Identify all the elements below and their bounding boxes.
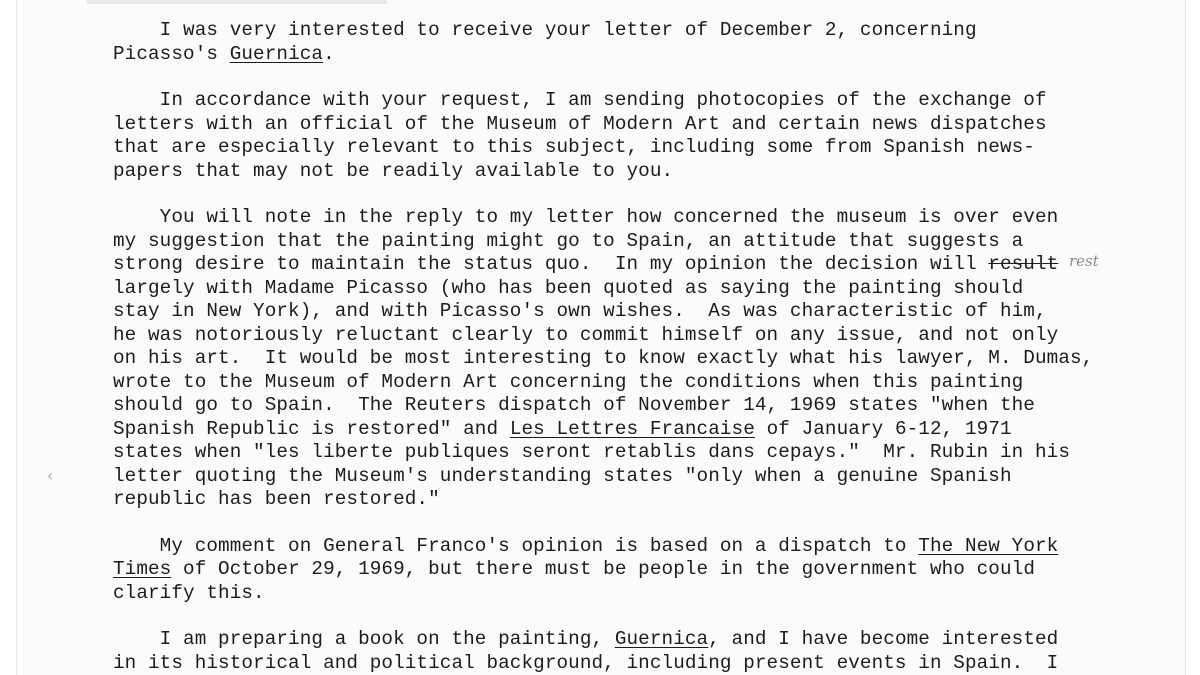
text-segment: letter quoting the Museum's understanding states "only when a genuine Spanish: [113, 464, 1012, 487]
text-segment: my suggestion that the painting might go to Spain, an attitude that suggests a: [113, 229, 1024, 252]
paragraph-4: [113, 535, 1113, 606]
text-segment: My comment on General Franco's opinion is based on a dispatch to: [113, 534, 919, 557]
text-segment: of October 29, 1969, but there must be people in the government who could: [171, 558, 1035, 580]
text-segment: You will note in the reply to my letter how concerned the museum is over even: [113, 206, 1059, 228]
letter-body: [113, 19, 1113, 675]
text-line: [113, 394, 1113, 418]
text-line: [113, 558, 1113, 582]
text-line: [113, 206, 1113, 230]
text-segment: , and I have become interested: [708, 628, 1059, 650]
text-line: [113, 253, 1113, 277]
text-line: [113, 628, 1113, 652]
paragraph-2: [113, 89, 1113, 183]
text-line: [113, 324, 1113, 348]
text-segment: Spanish Republic is restored" and: [113, 417, 510, 440]
paragraph-1: [113, 19, 1113, 66]
text-line: [113, 160, 1113, 184]
text-segment: of January 6-12, 1971: [754, 417, 1012, 440]
handwritten-margin-note: rest: [1069, 252, 1099, 270]
underlined-title: Times: [113, 558, 172, 580]
text-line: [113, 43, 1113, 67]
text-segment: I was very interested to receive your letter of December 2, concerning: [113, 19, 977, 41]
text-segment: in its historical and political background, including present events in Spain. I: [113, 651, 1059, 674]
text-segment: I am preparing a book on the painting,: [113, 628, 615, 650]
scan-edge-strip: [87, 0, 387, 4]
text-line: [113, 277, 1113, 301]
text-line: [113, 113, 1113, 137]
underlined-title: Guernica: [229, 42, 324, 65]
text-line: [113, 347, 1113, 371]
text-segment: largely with Madame Picasso (who has been quoted as saying the painting should: [113, 276, 1024, 299]
text-segment: .: [323, 42, 335, 65]
text-segment: Picasso's: [113, 42, 230, 65]
text-segment: In accordance with your request, I am sending photocopies of the exchange of: [113, 89, 1047, 111]
text-segment: states when "les liberte publiques seront retablis dans cepays." Mr. Rubin in his: [113, 441, 1070, 463]
underlined-title: The New York: [918, 534, 1059, 557]
paragraph-3: [113, 206, 1113, 512]
text-line: [113, 465, 1113, 489]
text-segment: letters with an official of the Museum of Modern Art and certain news dispatches: [113, 112, 1047, 135]
underlined-title: Les Lettres Francaise: [509, 417, 755, 440]
text-segment: papers that may not be readily available to you.: [113, 159, 674, 182]
struck-word: result: [988, 253, 1059, 275]
text-segment: on his art. It would be most interesting to know exactly what his lawyer, M. Dumas,: [113, 347, 1094, 369]
paragraph-5: [113, 628, 1113, 675]
text-segment: wrote to the Museum of Modern Art concerning the conditions when this painting: [113, 370, 1024, 393]
text-line: [113, 535, 1113, 559]
text-segment: republic has been restored.": [113, 488, 440, 510]
text-line: [113, 136, 1113, 160]
text-line: [113, 300, 1113, 324]
text-line: [113, 488, 1113, 512]
text-segment: clarify this.: [113, 581, 265, 604]
text-segment: that are especially relevant to this subject, including some from Spanish news-: [113, 136, 1035, 158]
margin-pencil-mark: ‹: [47, 466, 54, 485]
text-line: [113, 371, 1113, 395]
text-line: [113, 582, 1113, 606]
underlined-title: Guernica: [614, 628, 709, 650]
letter-page: [16, 0, 1186, 675]
text-line: [113, 441, 1113, 465]
text-line: [113, 230, 1113, 254]
text-segment: strong desire to maintain the status quo. In my opinion the decision will: [113, 253, 989, 275]
text-segment: stay in New York), and with Picasso's own wishes. As was characteristic of him,: [113, 300, 1047, 322]
text-line: [113, 89, 1113, 113]
text-line: [113, 19, 1113, 43]
text-line: [113, 652, 1113, 675]
text-segment: he was notoriously reluctant clearly to commit himself on any issue, and not only: [113, 323, 1059, 346]
text-line: [113, 418, 1113, 442]
text-segment: should go to Spain. The Reuters dispatch of November 14, 1969 states "when the: [113, 394, 1035, 416]
